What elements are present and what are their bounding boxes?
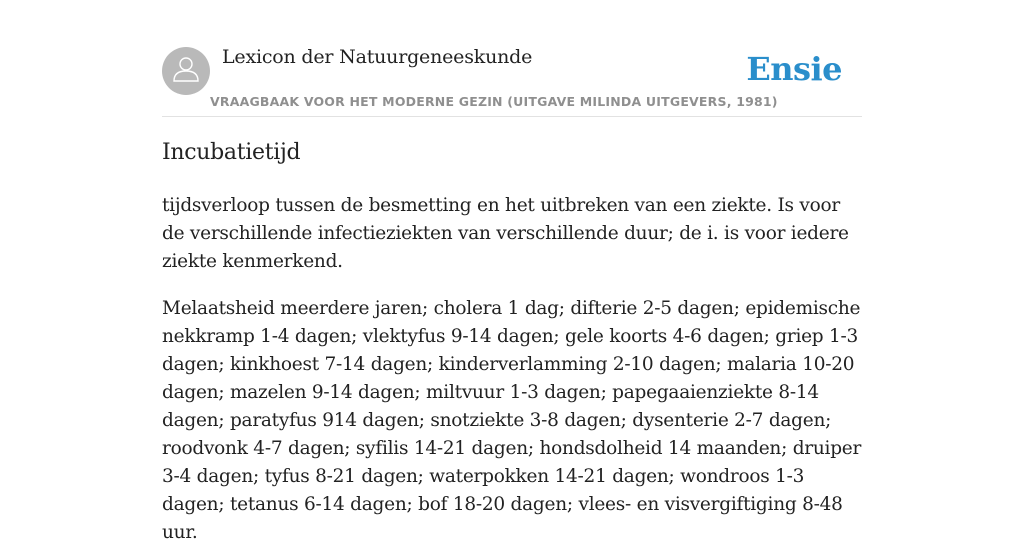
entry-header [162,0,862,117]
page-container [162,0,862,543]
definition-paragraph: tijdsverloop tussen de besmetting en het uitbreken van een ziekte. Is voor de verschillende infectieziekten van verschillende duur; de i. is voor iedere ziekte kenmerkend. [162,195,849,272]
incubation-list-paragraph: Melaatsheid meerdere jaren; cholera 1 dag; difterie 2-5 dagen; epidemische nekkramp 1-4 dagen; vlektyfus 9-14 dagen; gele koorts 4-6 dagen; griep 1-3 dagen; kinkhoest 7-14 dagen; kinderverlamming 2-10 dagen; malaria 10-20 dagen; mazelen 9-14 dagen; miltvuur 1-3 dagen; papegaaienziekte 8-14 dagen; paratyfus 914 dagen; snotziekte 3-8 dagen; dysenterie 2-7 dagen; roodvonk 4-7 dagen; syfilis 14-21 dagen; hondsdolheid 14 maanden; druiper 3-4 dagen; tyfus 8-21 dagen; waterpokken 14-21 dagen; wondroos 1-3 dagen; tetanus 6-14 dagen; bof 18-20 dagen; vlees- en visvergiftiging 8-48 uur. [162,298,862,543]
entry-title: Incubatietijd [162,140,301,165]
site-logo[interactable]: Ensie [746,50,842,88]
source-link[interactable]: VRAAGBAAK VOOR HET MODERNE GEZIN (UITGAVE MILINDA UITGEVERS, 1981) [210,94,778,109]
user-icon [171,54,201,88]
author-avatar[interactable] [162,47,210,95]
author-name-link[interactable]: Lexicon der Natuurgeneeskunde [222,46,533,68]
